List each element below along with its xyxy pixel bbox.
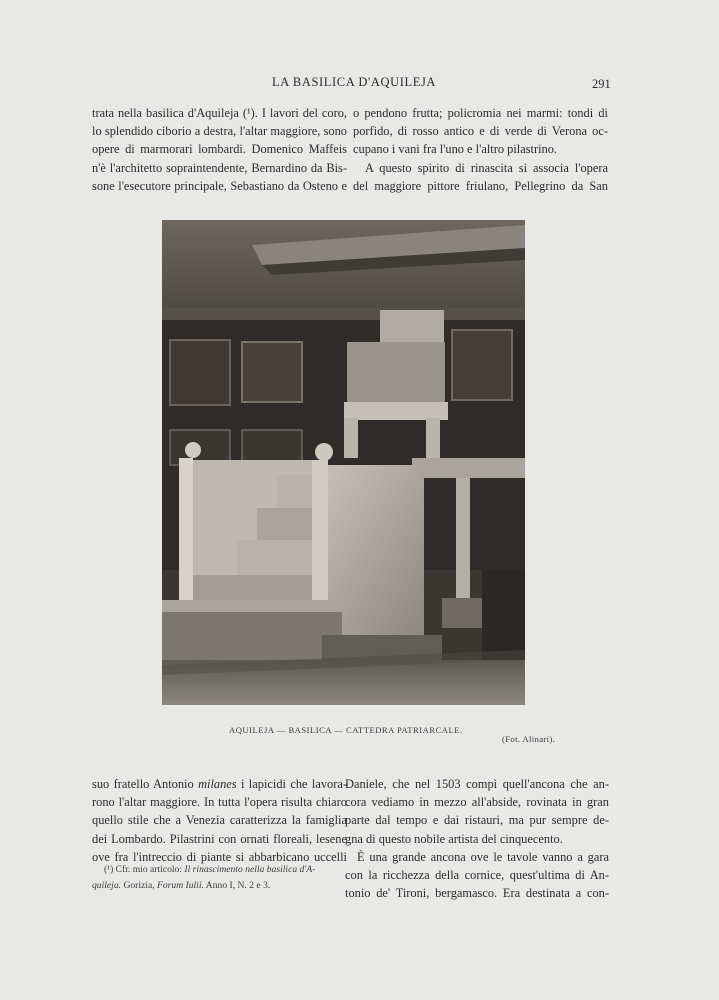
text-span: suo fratello Antonio <box>92 777 199 791</box>
footnote-text: Anno I, N. 2 e 3. <box>203 880 271 891</box>
text-line: sone l'esecutore principale, Sebastiano da Osteno e <box>92 178 347 193</box>
text-span: i lapicidi che lavora- <box>236 777 347 791</box>
text-line: lo splendido ciborio a destra, l'altar maggiore, sono <box>92 124 347 139</box>
text-line: quello stile che a Venezia caratterizza la famiglia <box>92 813 347 828</box>
photo-credit: (Fot. Alinari). <box>502 734 556 744</box>
footnote-marker: (¹) Cfr. mio articolo: <box>104 864 185 875</box>
text-column-bottom-left <box>92 775 347 866</box>
text-line: È una grande ancona ove le tavole vanno a gara <box>357 849 609 864</box>
figure-photograph <box>162 220 525 705</box>
text-line: tonio de' Tironi, bergamasco. Era destinata a con- <box>345 886 609 901</box>
text-line: porfido, di rosso antico e di verde di Verona oc- <box>353 124 608 139</box>
text-line: rono l'altar maggiore. In tutta l'opera risulta chiaro <box>92 795 347 810</box>
text-line: trata nella basilica d'Aquileja (¹). I lavori del coro, <box>92 106 347 120</box>
text-line <box>92 775 347 793</box>
footnote-title: Il rinascimento nella basilica d'A- <box>184 864 316 875</box>
text-line: dei Lombardo. Pilastrini con ornati floreali, lesene <box>92 831 347 846</box>
text-line: gna di questo nobile artista del cinquecento. <box>345 831 563 846</box>
text-line: Daniele, che nel 1503 compì quell'ancona che an- <box>345 777 609 791</box>
cathedra-photo-illustration <box>162 220 525 705</box>
text-line: n'è l'architetto sopraintendente, Bernardino da Bis- <box>92 160 347 175</box>
footnote-line <box>92 862 347 878</box>
text-line: A questo spirito di rinascita si associa l'opera <box>365 160 608 175</box>
text-line: cora vediamo in mezzo all'abside, rovinata in gran <box>345 795 609 810</box>
figure-caption: AQUILEJA — BASILICA — CATTEDRA PATRIARCALE. <box>229 725 463 735</box>
text-line: cupano i vani fra l'uno e l'altro pilastrino. <box>353 142 558 157</box>
running-head: LA BASILICA D'AQUILEJA <box>272 75 437 89</box>
text-line: ove fra l'intreccio di piante si abbarbicano uccelli <box>92 849 347 864</box>
text-column-top-right <box>353 104 608 195</box>
text-column-top-left <box>92 104 347 195</box>
italic-word: milanes <box>198 777 237 791</box>
text-line: del maggiore pittore friulano, Pellegrino da San <box>353 178 608 193</box>
text-line: o pendono frutta; policromia nei marmi: tondi di <box>353 106 608 120</box>
text-line: opere di marmorari lombardi. Domenico Maffeis <box>92 142 347 157</box>
footnote-title-end: quileja. <box>92 880 122 891</box>
footnote-line <box>92 878 347 894</box>
footnote-journal: Forum Iulii. <box>157 880 204 891</box>
text-line: parte dal tempo e dai ristauri, ma pur sempre de- <box>345 813 609 828</box>
page-number: 291 <box>592 77 611 91</box>
text-line: con la ricchezza della cornice, quest'ultima di An- <box>345 868 609 883</box>
footnote <box>92 862 347 894</box>
text-column-bottom-right <box>345 775 609 902</box>
footnote-text: Gorizia, <box>121 880 158 891</box>
